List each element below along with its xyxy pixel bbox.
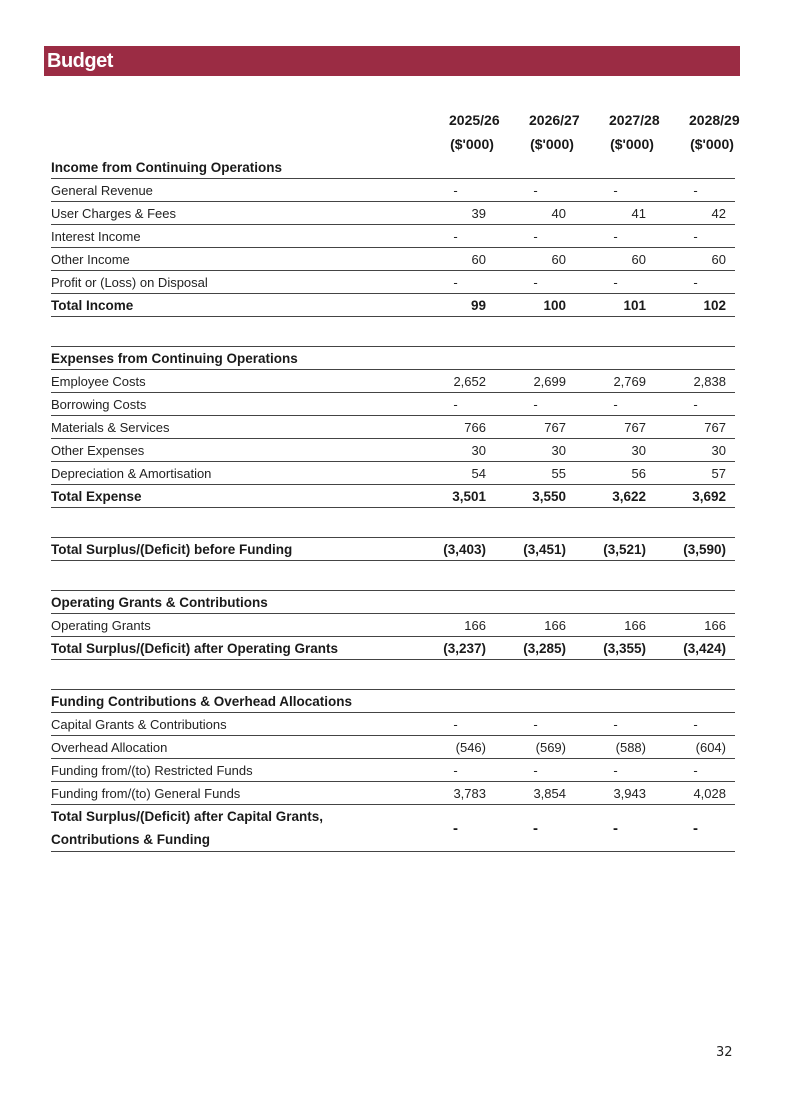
row-value: - [575,271,655,294]
row-value: - [495,271,575,294]
row-value: 2,652 [415,370,495,393]
section-heading-grants [51,591,735,614]
row-label: Borrowing Costs [51,393,415,416]
row-value: 41 [575,202,655,225]
section-heading-funding [51,690,735,713]
row-value: 100 [495,294,575,317]
row-value: 166 [655,614,735,637]
row-label: Funding from/(to) General Funds [51,782,415,805]
table-row [51,179,735,202]
table-row [51,248,735,271]
table-row [51,202,735,225]
row-label: Total Surplus/(Deficit) before Funding [51,538,415,561]
row-value: 102 [655,294,735,317]
row-value: 30 [655,439,735,462]
column-header-years [51,108,735,132]
row-value: 2,699 [495,370,575,393]
row-value: 30 [415,439,495,462]
row-value: 60 [575,248,655,271]
section-heading: Operating Grants & Contributions [51,591,735,614]
row-value: - [575,713,655,736]
row-value: 42 [655,202,735,225]
row-value: - [655,713,735,736]
section-heading-income [51,156,735,179]
row-value: 40 [495,202,575,225]
row-value: - [495,225,575,248]
section-heading: Funding Contributions & Overhead Allocations [51,690,735,713]
row-value: - [495,805,575,852]
table-row [51,393,735,416]
row-label: Total Income [51,294,415,317]
column-unit: ($'000) [450,136,494,152]
table-row [51,614,735,637]
table-row [51,759,735,782]
row-value: 60 [415,248,495,271]
row-label: Other Expenses [51,439,415,462]
column-year: 2027/28 [609,112,660,128]
column-unit: ($'000) [530,136,574,152]
row-value: 767 [495,416,575,439]
row-value: - [495,179,575,202]
row-value: 766 [415,416,495,439]
row-label: Total Surplus/(Deficit) after Operating Grants [51,637,415,660]
spacer [51,317,735,347]
row-label: Capital Grants & Contributions [51,713,415,736]
row-value: (569) [495,736,575,759]
row-value: - [495,713,575,736]
total-row-grants [51,637,735,660]
page-number: 32 [716,1045,733,1060]
row-value: 3,692 [655,485,735,508]
row-value: 2,769 [575,370,655,393]
row-value: (604) [655,736,735,759]
row-value: 3,943 [575,782,655,805]
row-value: - [655,805,735,852]
row-value: - [655,271,735,294]
row-value: 3,854 [495,782,575,805]
row-value: - [415,179,495,202]
row-value: 166 [415,614,495,637]
row-value: (588) [575,736,655,759]
row-label: Materials & Services [51,416,415,439]
row-value: 101 [575,294,655,317]
row-value: 30 [575,439,655,462]
row-label: Overhead Allocation [51,736,415,759]
row-value: (3,451) [495,538,575,561]
row-value: 166 [575,614,655,637]
total-row-income [51,294,735,317]
row-value: (3,403) [415,538,495,561]
page-title: Budget [44,46,740,76]
row-value: - [655,759,735,782]
row-value: 60 [655,248,735,271]
table-row [51,782,735,805]
total-row-expenses [51,485,735,508]
table-row [51,462,735,485]
table-row [51,713,735,736]
row-label: Funding from/(to) Restricted Funds [51,759,415,782]
row-value: 60 [495,248,575,271]
row-label: Total Surplus/(Deficit) after Capital Grants, Contributions & Funding [51,805,415,852]
row-label: Operating Grants [51,614,415,637]
row-value: (3,285) [495,637,575,660]
spacer-row [51,561,735,591]
header-spacer [51,132,415,156]
row-value: (3,521) [575,538,655,561]
row-value: - [655,179,735,202]
row-value: 55 [495,462,575,485]
column-year: 2026/27 [529,112,580,128]
spacer-row [51,317,735,347]
row-value: 39 [415,202,495,225]
row-label: Depreciation & Amortisation [51,462,415,485]
row-value: 767 [575,416,655,439]
row-value: - [655,225,735,248]
table-row [51,370,735,393]
row-value: (3,424) [655,637,735,660]
spacer [51,561,735,591]
row-value: (546) [415,736,495,759]
row-label: Profit or (Loss) on Disposal [51,271,415,294]
table-row [51,225,735,248]
row-value: 166 [495,614,575,637]
column-unit: ($'000) [610,136,654,152]
row-value: 3,783 [415,782,495,805]
row-value: (3,237) [415,637,495,660]
table-row [51,416,735,439]
total-row-before-funding [51,538,735,561]
row-value: - [575,759,655,782]
row-value: 54 [415,462,495,485]
row-value: 3,622 [575,485,655,508]
row-value: 57 [655,462,735,485]
row-value: (3,590) [655,538,735,561]
table-row [51,439,735,462]
row-value: - [415,393,495,416]
row-label: Employee Costs [51,370,415,393]
row-value: - [575,393,655,416]
row-value: - [655,393,735,416]
row-value: 767 [655,416,735,439]
row-label: Interest Income [51,225,415,248]
section-heading: Expenses from Continuing Operations [51,347,735,370]
column-year: 2028/29 [689,112,740,128]
row-value: - [415,759,495,782]
row-label: General Revenue [51,179,415,202]
section-heading-expenses [51,347,735,370]
row-value: 3,550 [495,485,575,508]
table-row [51,736,735,759]
spacer-row [51,508,735,538]
row-value: - [495,759,575,782]
total-row-funding [51,805,735,852]
row-value: - [575,805,655,852]
row-value: - [415,225,495,248]
row-value: 56 [575,462,655,485]
row-value: - [575,179,655,202]
spacer [51,660,735,690]
section-heading: Income from Continuing Operations [51,156,735,179]
row-value: - [415,713,495,736]
row-value: 3,501 [415,485,495,508]
row-value: 2,838 [655,370,735,393]
row-value: 4,028 [655,782,735,805]
header-spacer [51,108,415,132]
spacer-row [51,660,735,690]
table-row [51,271,735,294]
row-label: User Charges & Fees [51,202,415,225]
row-value: - [415,805,495,852]
row-label: Other Income [51,248,415,271]
row-label: Total Expense [51,485,415,508]
column-year: 2025/26 [449,112,500,128]
row-value: - [415,271,495,294]
column-unit: ($'000) [690,136,734,152]
row-value: 30 [495,439,575,462]
row-value: - [495,393,575,416]
row-value: - [575,225,655,248]
budget-table [51,108,740,852]
column-header-units [51,132,735,156]
row-value: 99 [415,294,495,317]
spacer [51,508,735,538]
row-value: (3,355) [575,637,655,660]
